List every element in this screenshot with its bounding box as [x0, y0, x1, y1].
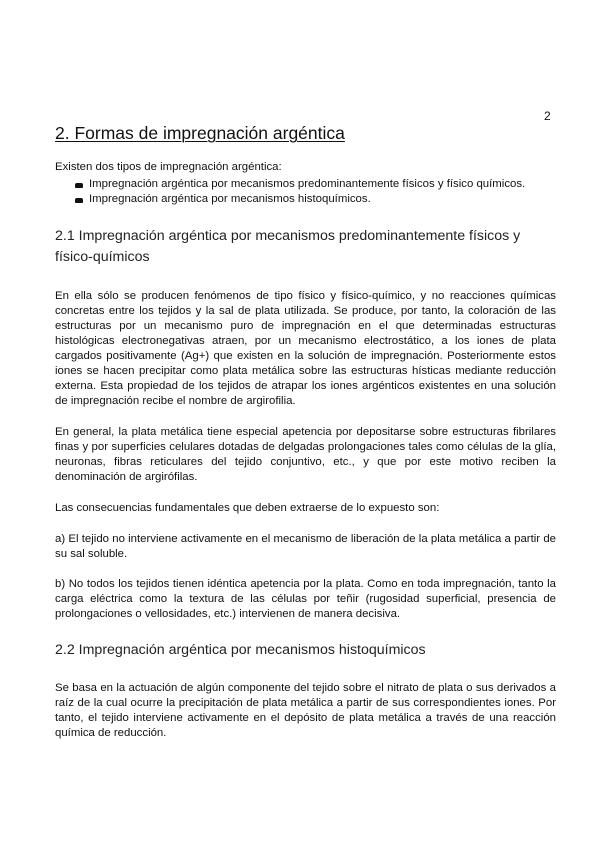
bullet-icon	[75, 198, 83, 203]
document-body	[55, 122, 556, 741]
subsection-title-physical: 2.1 Impregnación argéntica por mecanismos predominantemente físicos y físico-químicos	[55, 228, 521, 265]
list-item-text: Impregnación argéntica por mecanismos histoquímicos.	[89, 193, 371, 205]
bullet-icon	[75, 183, 83, 188]
bullet-list	[55, 177, 556, 207]
list-item	[75, 177, 556, 192]
paragraph: Se basa en la actuación de algún componente del tejido sobre el nitrato de plata o sus derivados a raíz de la cual ocurre la precipitación de plata metálica a partir de sus correspondientes iones. Por tanto, el tejido interviene activamente en el depósito de plata metálica a través de una reacción química de reducción.	[55, 682, 556, 739]
subsection-title-histochemical: 2.2 Impregnación argéntica por mecanismos histoquímicos	[55, 642, 426, 658]
paragraph: Las consecuencias fundamentales que deben extraerse de lo expuesto son:	[55, 502, 440, 514]
section-title: 2. Formas de impregnación argéntica	[55, 123, 345, 143]
paragraph: En general, la plata metálica tiene especial apetencia por depositarse sobre estructuras fibrilares finas y por superficies celulares dotadas de delgadas prolongaciones tales como células de la glía, neuronas, fibras reticulares del tejido conjuntivo, etc., y que por este motivo reciben la denominación de argirófilas.	[55, 426, 556, 483]
paragraph: b) No todos los tejidos tienen idéntica apetencia por la plata. Como en toda impregnación, tanto la carga eléctrica como la textura de las células por teñir (rugosidad superficial, presencia de prolongaciones o vellosidades, etc.) intervienen de manera decisiva.	[55, 578, 556, 620]
section-intro: Existen dos tipos de impregnación argéntica:	[55, 161, 282, 173]
paragraph: a) El tejido no interviene activamente en el mecanismo de liberación de la plata metálica a partir de su sal soluble.	[55, 533, 556, 560]
list-item-text: Impregnación argéntica por mecanismos predominantemente físicos y físico químicos.	[89, 178, 526, 190]
paragraph: En ella sólo se producen fenómenos de tipo físico y físico-químico, y no reacciones químicas concretas entre los tejidos y la sal de plata utilizada. Se produce, por tanto, la coloración de las estructuras por un mecanismo puro de impregnación en el que determinadas estructuras histológicas electronegativas atraen, por un mecanismo electrostático, a los iones de plata cargados positivamente (Ag+) que existen en la solución de impregnación. Posteriormente estos iones se hacen precipitar como plata metálica sobre las estructuras hísticas mediante reducción externa. Esta propiedad de los tejidos de atrapar los iones argénticos existentes en una solución de impregnación recibe el nombre de argirofilia.	[55, 290, 556, 407]
page-number: 2	[544, 109, 551, 123]
list-item	[75, 192, 556, 207]
